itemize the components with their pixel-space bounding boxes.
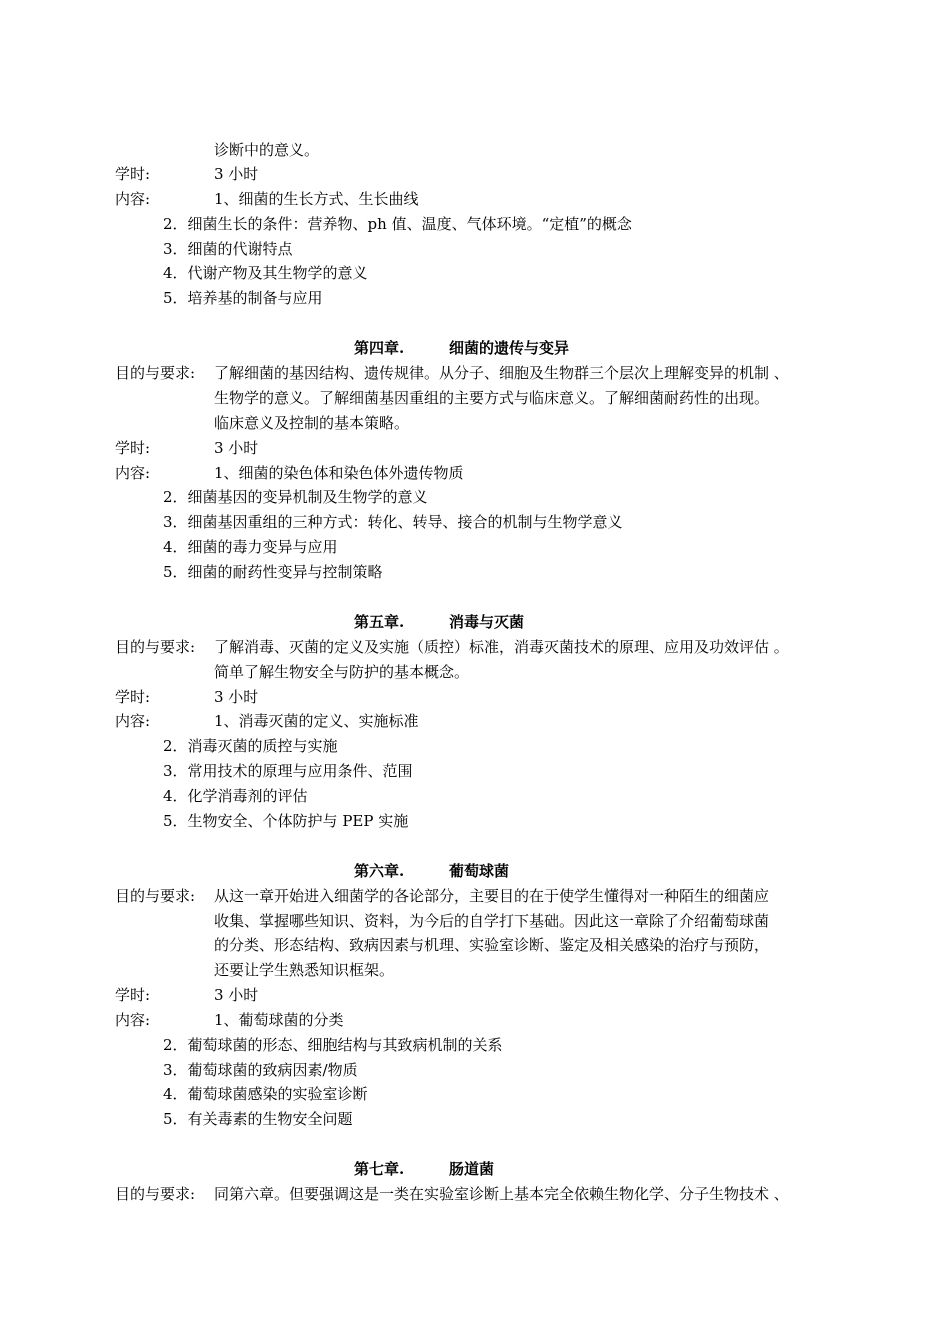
ch5-hours: 3 小时	[214, 688, 259, 706]
ch4-heading	[354, 336, 654, 360]
ch5-goal-label: 目的与要求:	[115, 638, 196, 656]
ch3-item-3: 3．细菌的代谢特点	[163, 240, 293, 258]
ch6-item-5: 5．有关毒素的生物安全问题	[163, 1110, 353, 1128]
ch7-goal-line-1: 同第六章。但要强调这是一类在实验室诊断上基本完全依赖生物化学、分子生物技术 、	[214, 1185, 789, 1203]
ch3-item-2: 2．细菌生长的条件：营养物、ph 值、温度、气体环境。“定植”的概念	[163, 215, 632, 233]
ch6-hours: 3 小时	[214, 986, 259, 1004]
ch5-item-5: 5．生物安全、个体防护与 PEP 实施	[163, 812, 409, 830]
ch4-goal-line-3: 临床意义及控制的基本策略。	[214, 414, 410, 432]
ch5-title: 消毒与灭菌	[449, 613, 525, 631]
ch6-content-label: 内容:	[115, 1011, 151, 1029]
ch5-item-2: 2．消毒灭菌的质控与实施	[163, 737, 338, 755]
ch6-goal-label: 目的与要求:	[115, 887, 196, 905]
ch5-number: 第五章.	[354, 613, 405, 631]
ch4-content-label: 内容:	[115, 464, 151, 482]
ch6-heading	[354, 859, 654, 883]
ch4-item-4: 4．细菌的毒力变异与应用	[163, 538, 338, 556]
ch6-goal-line-3: 的分类、形态结构、致病因素与机理、实验室诊断、鉴定及相关感染的治疗与预防，	[214, 936, 770, 954]
ch5-item-1: 1、消毒灭菌的定义、实施标准	[214, 712, 419, 730]
ch4-item-1: 1、细菌的染色体和染色体外遗传物质	[214, 464, 464, 482]
continuation-line: 诊断中的意义。	[214, 141, 320, 159]
ch7-goal-label: 目的与要求:	[115, 1185, 196, 1203]
ch5-item-3: 3．常用技术的原理与应用条件、范围	[163, 762, 413, 780]
ch3-hours: 3 小时	[214, 165, 259, 183]
ch6-title: 葡萄球菌	[449, 862, 510, 880]
ch6-number: 第六章.	[354, 862, 405, 880]
ch4-item-5: 5．细菌的耐药性变异与控制策略	[163, 563, 383, 581]
ch4-goal-line-1: 了解细菌的基因结构、遗传规律。从分子、细胞及生物群三个层次上理解变异的机制 、	[214, 364, 789, 382]
ch3-hours-label: 学时:	[115, 165, 151, 183]
ch3-item-5: 5．培养基的制备与应用	[163, 289, 323, 307]
ch7-title: 肠道菌	[449, 1160, 495, 1178]
ch7-heading	[354, 1157, 654, 1181]
ch6-item-4: 4．葡萄球菌感染的实验室诊断	[163, 1085, 368, 1103]
ch4-hours-label: 学时:	[115, 439, 151, 457]
ch3-item-4: 4．代谢产物及其生物学的意义	[163, 264, 368, 282]
ch5-goal-line-1: 了解消毒、灭菌的定义及实施（质控）标准，消毒灭菌技术的原理、应用及功效评估 。	[214, 638, 789, 656]
ch5-item-4: 4．化学消毒剂的评估	[163, 787, 308, 805]
ch4-number: 第四章.	[354, 339, 405, 357]
ch4-item-3: 3．细菌基因重组的三种方式：转化、转导、接合的机制与生物学意义	[163, 513, 623, 531]
ch7-number: 第七章.	[354, 1160, 405, 1178]
ch6-hours-label: 学时:	[115, 986, 151, 1004]
ch6-goal-line-2: 收集、掌握哪些知识、资料，为今后的自学打下基础。因此这一章除了介绍葡萄球菌	[214, 912, 770, 930]
ch6-goal-line-1: 从这一章开始进入细菌学的各论部分，主要目的在于使学生懂得对一种陌生的细菌应	[214, 887, 770, 905]
ch4-item-2: 2．细菌基因的变异机制及生物学的意义	[163, 488, 428, 506]
ch6-item-3: 3．葡萄球菌的致病因素/物质	[163, 1061, 358, 1079]
ch4-goal-line-2: 生物学的意义。了解细菌基因重组的主要方式与临床意义。了解细菌耐药性的出现。	[214, 389, 770, 407]
ch6-item-2: 2．葡萄球菌的形态、细胞结构与其致病机制的关系	[163, 1036, 503, 1054]
ch5-content-label: 内容:	[115, 712, 151, 730]
ch4-title: 细菌的遗传与变异	[449, 339, 570, 357]
ch6-goal-line-4: 还要让学生熟悉知识框架。	[214, 961, 395, 979]
ch4-hours: 3 小时	[214, 439, 259, 457]
ch5-hours-label: 学时:	[115, 688, 151, 706]
ch3-content-label: 内容:	[115, 190, 151, 208]
ch6-item-1: 1、葡萄球菌的分类	[214, 1011, 344, 1029]
ch5-heading	[354, 610, 654, 634]
ch4-goal-label: 目的与要求:	[115, 364, 196, 382]
ch5-goal-line-2: 简单了解生物安全与防护的基本概念。	[214, 663, 470, 681]
ch3-item-1: 1、细菌的生长方式、生长曲线	[214, 190, 419, 208]
